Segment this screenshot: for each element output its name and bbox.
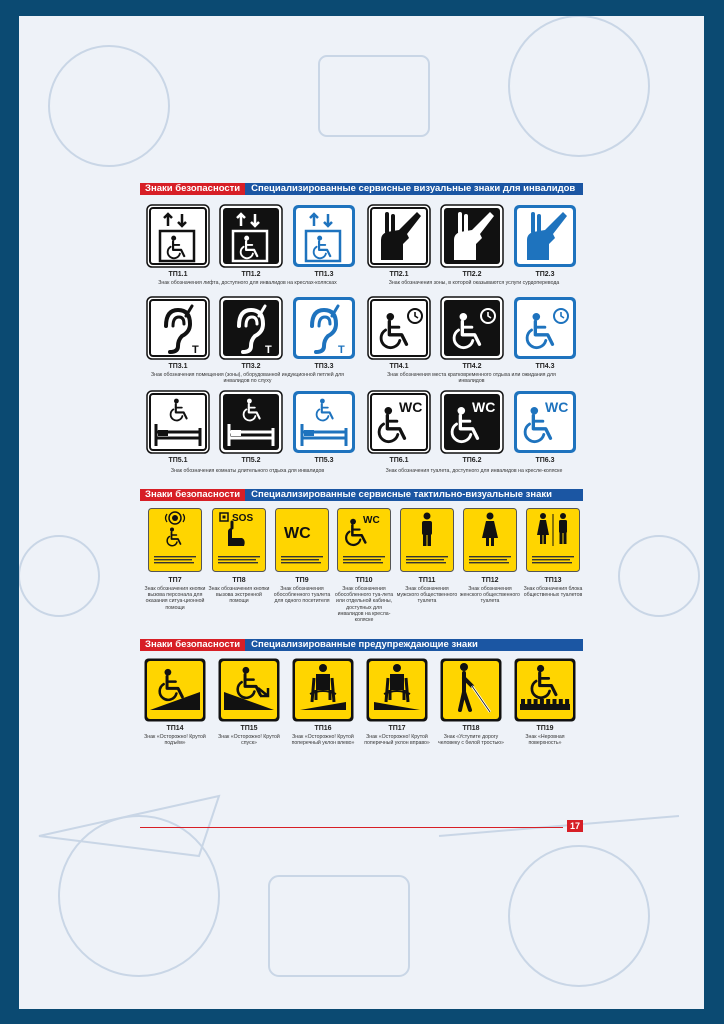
man-woman-tactile-sign <box>526 508 580 572</box>
sign-caption: Знак «Осторожно! Крутой спуск» <box>218 734 280 747</box>
sign-caption: Знак «Осторожно! Крутой поперечный уклон вправо» <box>364 734 430 747</box>
visual-caption-6: Знак обозначения туалета, доступного для инвалидов на кресле-коляске <box>385 468 563 474</box>
sign-code: ТП1.1 <box>168 271 188 278</box>
sign-code: ТП14 <box>166 725 184 732</box>
hearing-loop-icon <box>219 296 283 360</box>
wheelchair-bed-icon <box>292 390 356 454</box>
sign-code: ТП11 <box>418 577 436 584</box>
elevator-wheelchair-icon <box>292 204 356 268</box>
wc-tactile-sign <box>275 508 329 572</box>
sign-caption: Знак обозначения обособленного туа-лета или отдельной кабины, доступных для инвалидов на кресла-коляске <box>334 586 394 624</box>
elevator-wheelchair-icon <box>219 204 283 268</box>
svg-text:T: T <box>338 344 345 356</box>
sign-language-sign <box>440 204 504 268</box>
sign-code: ТП15 <box>240 725 258 732</box>
elevator-wheelchair-sign <box>146 204 210 268</box>
wheelchair-clock-sign <box>513 296 577 360</box>
sign-code: ТП1.3 <box>314 271 334 278</box>
wheelchair-wc-sign <box>367 390 431 454</box>
sign-code: ТП9 <box>295 577 309 584</box>
sign-code: ТП3.2 <box>241 363 261 370</box>
blind-person-cane-warning-sign <box>440 658 502 722</box>
wheelchair-uneven-surface-icon <box>514 658 576 722</box>
elevator-wheelchair-icon <box>146 204 210 268</box>
section-prefix: Знаки безопасности <box>140 489 245 501</box>
sign-caption: Знак «Осторожно! Крутой подъём» <box>144 734 206 747</box>
catalog-page <box>19 16 704 1009</box>
hearing-loop-sign <box>146 296 210 360</box>
wheelchair-slope-left-warning-sign <box>292 658 354 722</box>
sign-caption: Знак «Уступите дорогу человеку с белой тростью» <box>438 734 504 747</box>
sign-caption: Знак обозначения блока общественных туалетов <box>523 586 583 599</box>
sign-code: ТП3.1 <box>168 363 188 370</box>
svg-text:T: T <box>265 344 272 356</box>
sign-code: ТП17 <box>388 725 406 732</box>
footer-rule <box>140 827 563 828</box>
wheelchair-clock-icon <box>513 296 577 360</box>
sign-code: ТП3.3 <box>314 363 334 370</box>
wheelchair-uphill-icon <box>144 658 206 722</box>
sign-code: ТП7 <box>168 577 182 584</box>
sign-code: ТП6.2 <box>462 457 482 464</box>
section-title: Специализированные сервисные визуальные знаки для инвалидов <box>245 183 583 195</box>
sign-caption: Знак обозначения обособленного туалета для одного посетителя <box>273 586 331 605</box>
wheelchair-bed-sign <box>146 390 210 454</box>
wheelchair-wc-icon <box>513 390 577 454</box>
svg-text:WC: WC <box>284 525 311 542</box>
section-header-visual <box>140 183 583 195</box>
sign-code: ТП6.1 <box>389 457 409 464</box>
sign-code: ТП4.2 <box>462 363 482 370</box>
wheelchair-slope-left-icon <box>292 658 354 722</box>
sign-caption: Знак обозначения мужского общественного туалета <box>396 586 458 605</box>
page-number: 17 <box>567 820 583 832</box>
section-prefix: Знаки безопасности <box>140 639 245 651</box>
wheelchair-uneven-surface-warning-sign <box>514 658 576 722</box>
sos-button-tactile-sign <box>212 508 266 572</box>
wc-icon <box>275 508 329 572</box>
svg-text:WC: WC <box>363 515 380 526</box>
sign-code: ТП4.1 <box>389 363 409 370</box>
svg-text:WC: WC <box>545 399 569 415</box>
sign-code: ТП19 <box>536 725 554 732</box>
sign-caption: Знак обозначения кнопки вызова персонала для оказания ситуа-ционной помощи <box>144 586 206 611</box>
sign-code: ТП13 <box>544 577 562 584</box>
sign-language-sign <box>367 204 431 268</box>
sign-language-icon <box>367 204 431 268</box>
wheelchair-bed-icon <box>146 390 210 454</box>
sign-caption: Знак «Осторожно! Крутой поперечный уклон влево» <box>291 734 355 747</box>
section-header-tactile <box>140 489 583 501</box>
visual-caption-3: Знак обозначения помещения (зоны), оборудованной индукционной петлей для инвалидов по слуху <box>151 372 344 385</box>
wheelchair-bed-sign <box>219 390 283 454</box>
hearing-loop-icon <box>146 296 210 360</box>
sign-code: ТП16 <box>314 725 332 732</box>
sign-language-sign <box>513 204 577 268</box>
sign-code: ТП18 <box>462 725 480 732</box>
woman-tactile-sign <box>463 508 517 572</box>
wheelchair-wc-icon <box>337 508 391 572</box>
sign-caption: Знак обозначения кнопки вызова экстренной помощи <box>208 586 270 605</box>
man-icon <box>400 508 454 572</box>
wheelchair-clock-sign <box>440 296 504 360</box>
svg-text:WC: WC <box>399 399 423 415</box>
sign-code: ТП6.3 <box>535 457 555 464</box>
wheelchair-wc-icon <box>440 390 504 454</box>
section-title: Специализированные предупреждающие знаки <box>245 639 583 651</box>
wheelchair-bed-icon <box>219 390 283 454</box>
sign-code: ТП10 <box>355 577 373 584</box>
hearing-loop-sign <box>292 296 356 360</box>
sign-code: ТП1.2 <box>241 271 261 278</box>
sign-caption: Знак обозначения женского общественного туалета <box>460 586 520 605</box>
wheelchair-wc-icon <box>367 390 431 454</box>
sign-code: ТП2.3 <box>535 271 555 278</box>
sign-code: ТП2.1 <box>389 271 409 278</box>
wheelchair-downhill-warning-sign <box>218 658 280 722</box>
blind-person-cane-icon <box>440 658 502 722</box>
wheelchair-slope-right-icon <box>366 658 428 722</box>
wheelchair-clock-icon <box>367 296 431 360</box>
sign-caption: Знак «Неровная поверхность» <box>525 734 565 747</box>
woman-icon <box>463 508 517 572</box>
call-button-wheelchair-tactile-sign <box>148 508 202 572</box>
visual-caption-5: Знак обозначения комнаты длительного отдыха для инвалидов <box>170 468 325 474</box>
sos-button-icon <box>212 508 266 572</box>
wheelchair-clock-sign <box>367 296 431 360</box>
wheelchair-wc-sign <box>513 390 577 454</box>
section-header-warning <box>140 639 583 651</box>
sign-code: ТП5.3 <box>314 457 334 464</box>
visual-caption-4: Знак обозначения места кратковременного отдыха или ожидания для инвалидов <box>387 372 556 385</box>
man-tactile-sign <box>400 508 454 572</box>
wheelchair-downhill-icon <box>218 658 280 722</box>
sign-code: ТП2.2 <box>462 271 482 278</box>
elevator-wheelchair-sign <box>219 204 283 268</box>
sign-code: ТП4.3 <box>535 363 555 370</box>
sign-code: ТП12 <box>481 577 499 584</box>
man-woman-icon <box>526 508 580 572</box>
sign-code: ТП5.2 <box>241 457 261 464</box>
sign-language-icon <box>440 204 504 268</box>
visual-caption-1: Знак обозначения лифта, доступного для инвалидов на креслах-колясках <box>158 280 337 286</box>
section-prefix: Знаки безопасности <box>140 183 245 195</box>
sign-code: ТП5.1 <box>168 457 188 464</box>
wheelchair-slope-right-warning-sign <box>366 658 428 722</box>
hearing-loop-sign <box>219 296 283 360</box>
svg-text:WC: WC <box>472 399 496 415</box>
wheelchair-wc-sign <box>440 390 504 454</box>
visual-caption-2: Знак обозначения зоны, в которой оказываются услуги сурдоперевода <box>388 280 560 286</box>
wheelchair-bed-sign <box>292 390 356 454</box>
svg-text:T: T <box>192 344 199 356</box>
wheelchair-wc-tactile-sign <box>337 508 391 572</box>
hearing-loop-icon <box>292 296 356 360</box>
sign-code: ТП8 <box>232 577 246 584</box>
sign-language-icon <box>513 204 577 268</box>
call-button-wheelchair-icon <box>148 508 202 572</box>
section-title: Специализированные сервисные тактильно-визуальные знаки <box>245 489 583 501</box>
wheelchair-uphill-warning-sign <box>144 658 206 722</box>
svg-text:SOS: SOS <box>232 513 254 524</box>
elevator-wheelchair-sign <box>292 204 356 268</box>
wheelchair-clock-icon <box>440 296 504 360</box>
